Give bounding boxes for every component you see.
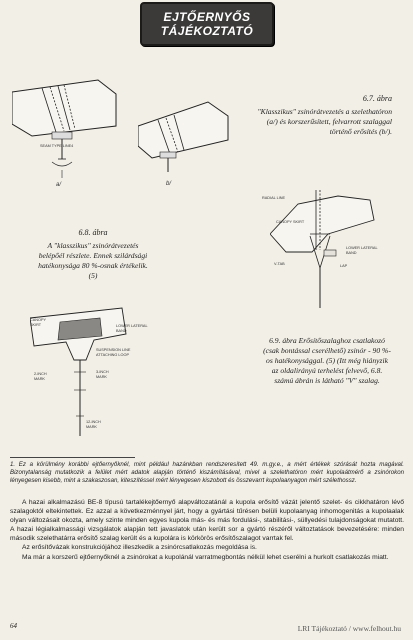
paragraph-3: Ma már a korszerű ejtőernyőknél a zsinórokat a kupolánál varratmegbontás nélkül lehet cserélni a hurkolt csatlakozás miatt. xyxy=(22,553,389,561)
mark-12-label: 12-INCH MARK xyxy=(86,420,101,429)
caption-6-9-text: 6.9. ábra Erősítőszalaghoz csatlakozó (csak bontással cserélhető) zsinór - 90 %-os hatékonysággal. (5) (Itt még hiányzik az oldalirányú terhelést felvevő, 6.8. számú ábrán is látható "V" szalag. xyxy=(263,336,391,385)
mark-3-label: 3-INCH MARK xyxy=(96,370,109,379)
figure-6-7-b xyxy=(138,100,230,190)
lower-band-label-68: LOWER LATERAL BAND xyxy=(116,324,148,333)
caption-6-7-number: 6.7. ábra xyxy=(362,94,392,103)
header-title-line2: TÁJÉKOZTATÓ xyxy=(160,24,254,38)
vtab-label: V-TAB xyxy=(274,262,285,266)
seam-label: SEAM TYPE LINE4 xyxy=(40,144,74,148)
fig-a-label: a/ xyxy=(56,182,62,188)
paragraph-1: A hazai alkalmazású BE-8 típusú tartalékejtőernyő alapváltozatánál a kupola erősítő vázát jelentő szelet- és cikkhatáron lévő szalagoktól eltekintettek. Ez azzal a következménnyel járt, hogy a gyártási tűrésen belüli kupolaanyag inhomogenitás a kupolaalak olyan változásait okozta, amely szinte minden egyes kupola más- és más fordulási-, stabilitási-, süllyedési tulajdonságokat mutatott. A hazai légialkalmassági vizsgálatok alapján tett javaslatok után került sor a gyártó részéről változtatások bevezetésére: minden második szelethatárra erősítő szalag került és a kupolára is körkörös erősítőszalagot varrtak fel. xyxy=(10,499,404,543)
footnote-rule xyxy=(10,457,135,458)
mark-2-label: 2-INCH MARK xyxy=(34,372,47,381)
caption-6-8-number: 6.8. ábra xyxy=(78,228,108,237)
header-badge xyxy=(140,2,274,46)
caption-6-8-text: A "klasszikus" zsinórátvezetés belépőél részlete. Ennek szilárdsági hatékonysága 80 %-osnak értékelik. (5) xyxy=(38,241,148,280)
page-number: 64 xyxy=(10,622,17,630)
footer-credit: LRI Tájékoztató / www.felhout.hu xyxy=(297,624,401,633)
canopy-skirt-label-69: CANOPY SKIRT xyxy=(276,220,305,224)
canopy-skirt-label-68: CANOPY SKIRT xyxy=(30,318,46,327)
footnote: 1. Ez a körülmény korábbi ejtőernyőknél, mint például hazánkban rendszeresített 49. m.gy.e., a mért értékek szórását hozta magával. Bizonytalanság mutatkozik a felület mért adatok alapján történő kiszámításával, mivel a szelethatóron mért kupolaátmérő a zsinórokon lényegesen kisebb, mint a szakaszosan, kiteszítéssel mért lényegesen kiszobott és összevarrt kupolaanyagon mért szélethossz. xyxy=(10,461,404,484)
suspension-label: SUSPENSION LINE ATTACHING LOOP xyxy=(96,348,131,357)
caption-6-8 xyxy=(38,228,148,281)
paragraph-2: Az erősítővázak konstrukciójához illeszkedik a zsinórcsatlakozás megoldása is. xyxy=(22,544,257,552)
fig-b-label: b/ xyxy=(166,181,172,187)
lower-band-label-69: LOWER LATERAL BAND xyxy=(346,246,378,255)
caption-6-7-text: "Klasszikus" zsinórátvezetés a szelethatóron (a/) és korszerűsített, felvarrott szalaggal történő erősítés (b/). xyxy=(257,107,392,136)
caption-6-7 xyxy=(252,94,392,137)
header-title-line1: EJTŐERNYŐS xyxy=(163,10,251,24)
body-text xyxy=(10,498,404,562)
caption-6-9 xyxy=(262,336,392,386)
figure-6-7-a xyxy=(12,74,120,194)
lap-label: LAP xyxy=(340,264,348,268)
radial-line-label: RADIAL LINE xyxy=(262,196,286,200)
